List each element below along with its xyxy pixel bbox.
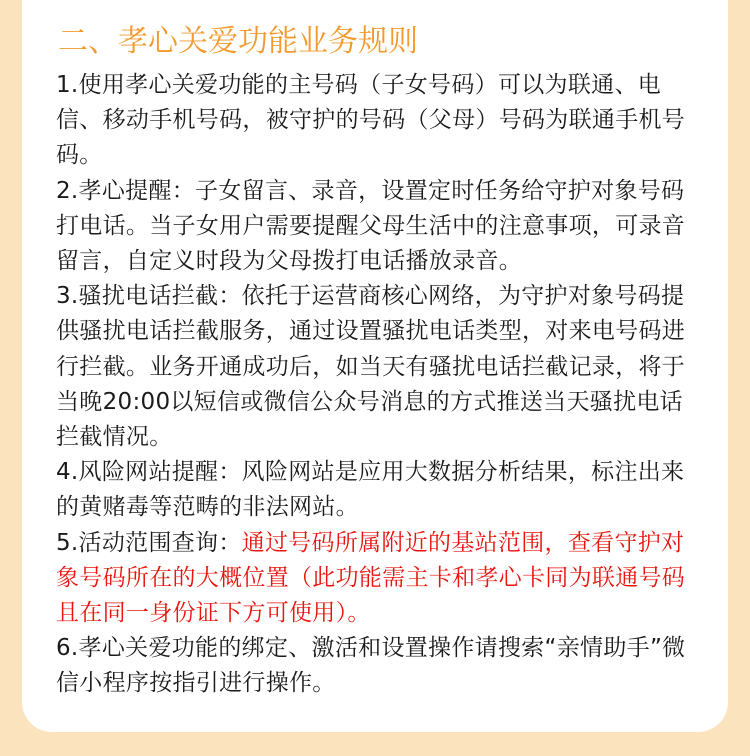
rule-item-4: 4.风险网站提醒：风险网站是应用大数据分析结果，标注出来的黄赌毒等范畴的非法网站。 [56, 459, 685, 521]
rules-list [56, 68, 706, 702]
rules-card [22, 0, 728, 732]
rule-item-3: 3.骚扰电话拦截：依托于运营商核心网络，为守护对象号码提供骚扰电话拦截服务，通过设置骚扰电话类型，对来电号码进行拦截。业务开通成功后，如当天有骚扰电话拦截记录，将于当晚20:00以短信或微信公众号消息的方式推送当天骚扰电话拦截情况。 [56, 283, 686, 451]
rule-item-1: 1.使用孝心关爱功能的主号码（子女号码）可以为联通、电信、移动手机号码，被守护的号码（父母）号码为联通手机号码。 [56, 72, 686, 169]
rule-item-6: 6.孝心关爱功能的绑定、激活和设置操作请搜索“亲情助手”微信小程序按指引进行操作。 [56, 635, 686, 697]
rule-item-2: 2.孝心提醒：子女留言、录音，设置定时任务给守护对象号码打电话。当子女用户需要提醒父母生活中的注意事项，可录音留言，自定义时段为父母拨打电话播放录音。 [56, 177, 686, 275]
section-title: 二、孝心关爱功能业务规则 [58, 24, 418, 59]
rule-item-5-label: 5.活动范围查询： [56, 529, 242, 556]
rule-item-5-highlight: 通过号码所属附近的基站范围，查看守护对象号码所在的大概位置（此功能需主卡和孝心卡同为联通号码且在同一身份证下方可使用）。 [56, 529, 686, 627]
rule-item-5 [56, 526, 706, 632]
